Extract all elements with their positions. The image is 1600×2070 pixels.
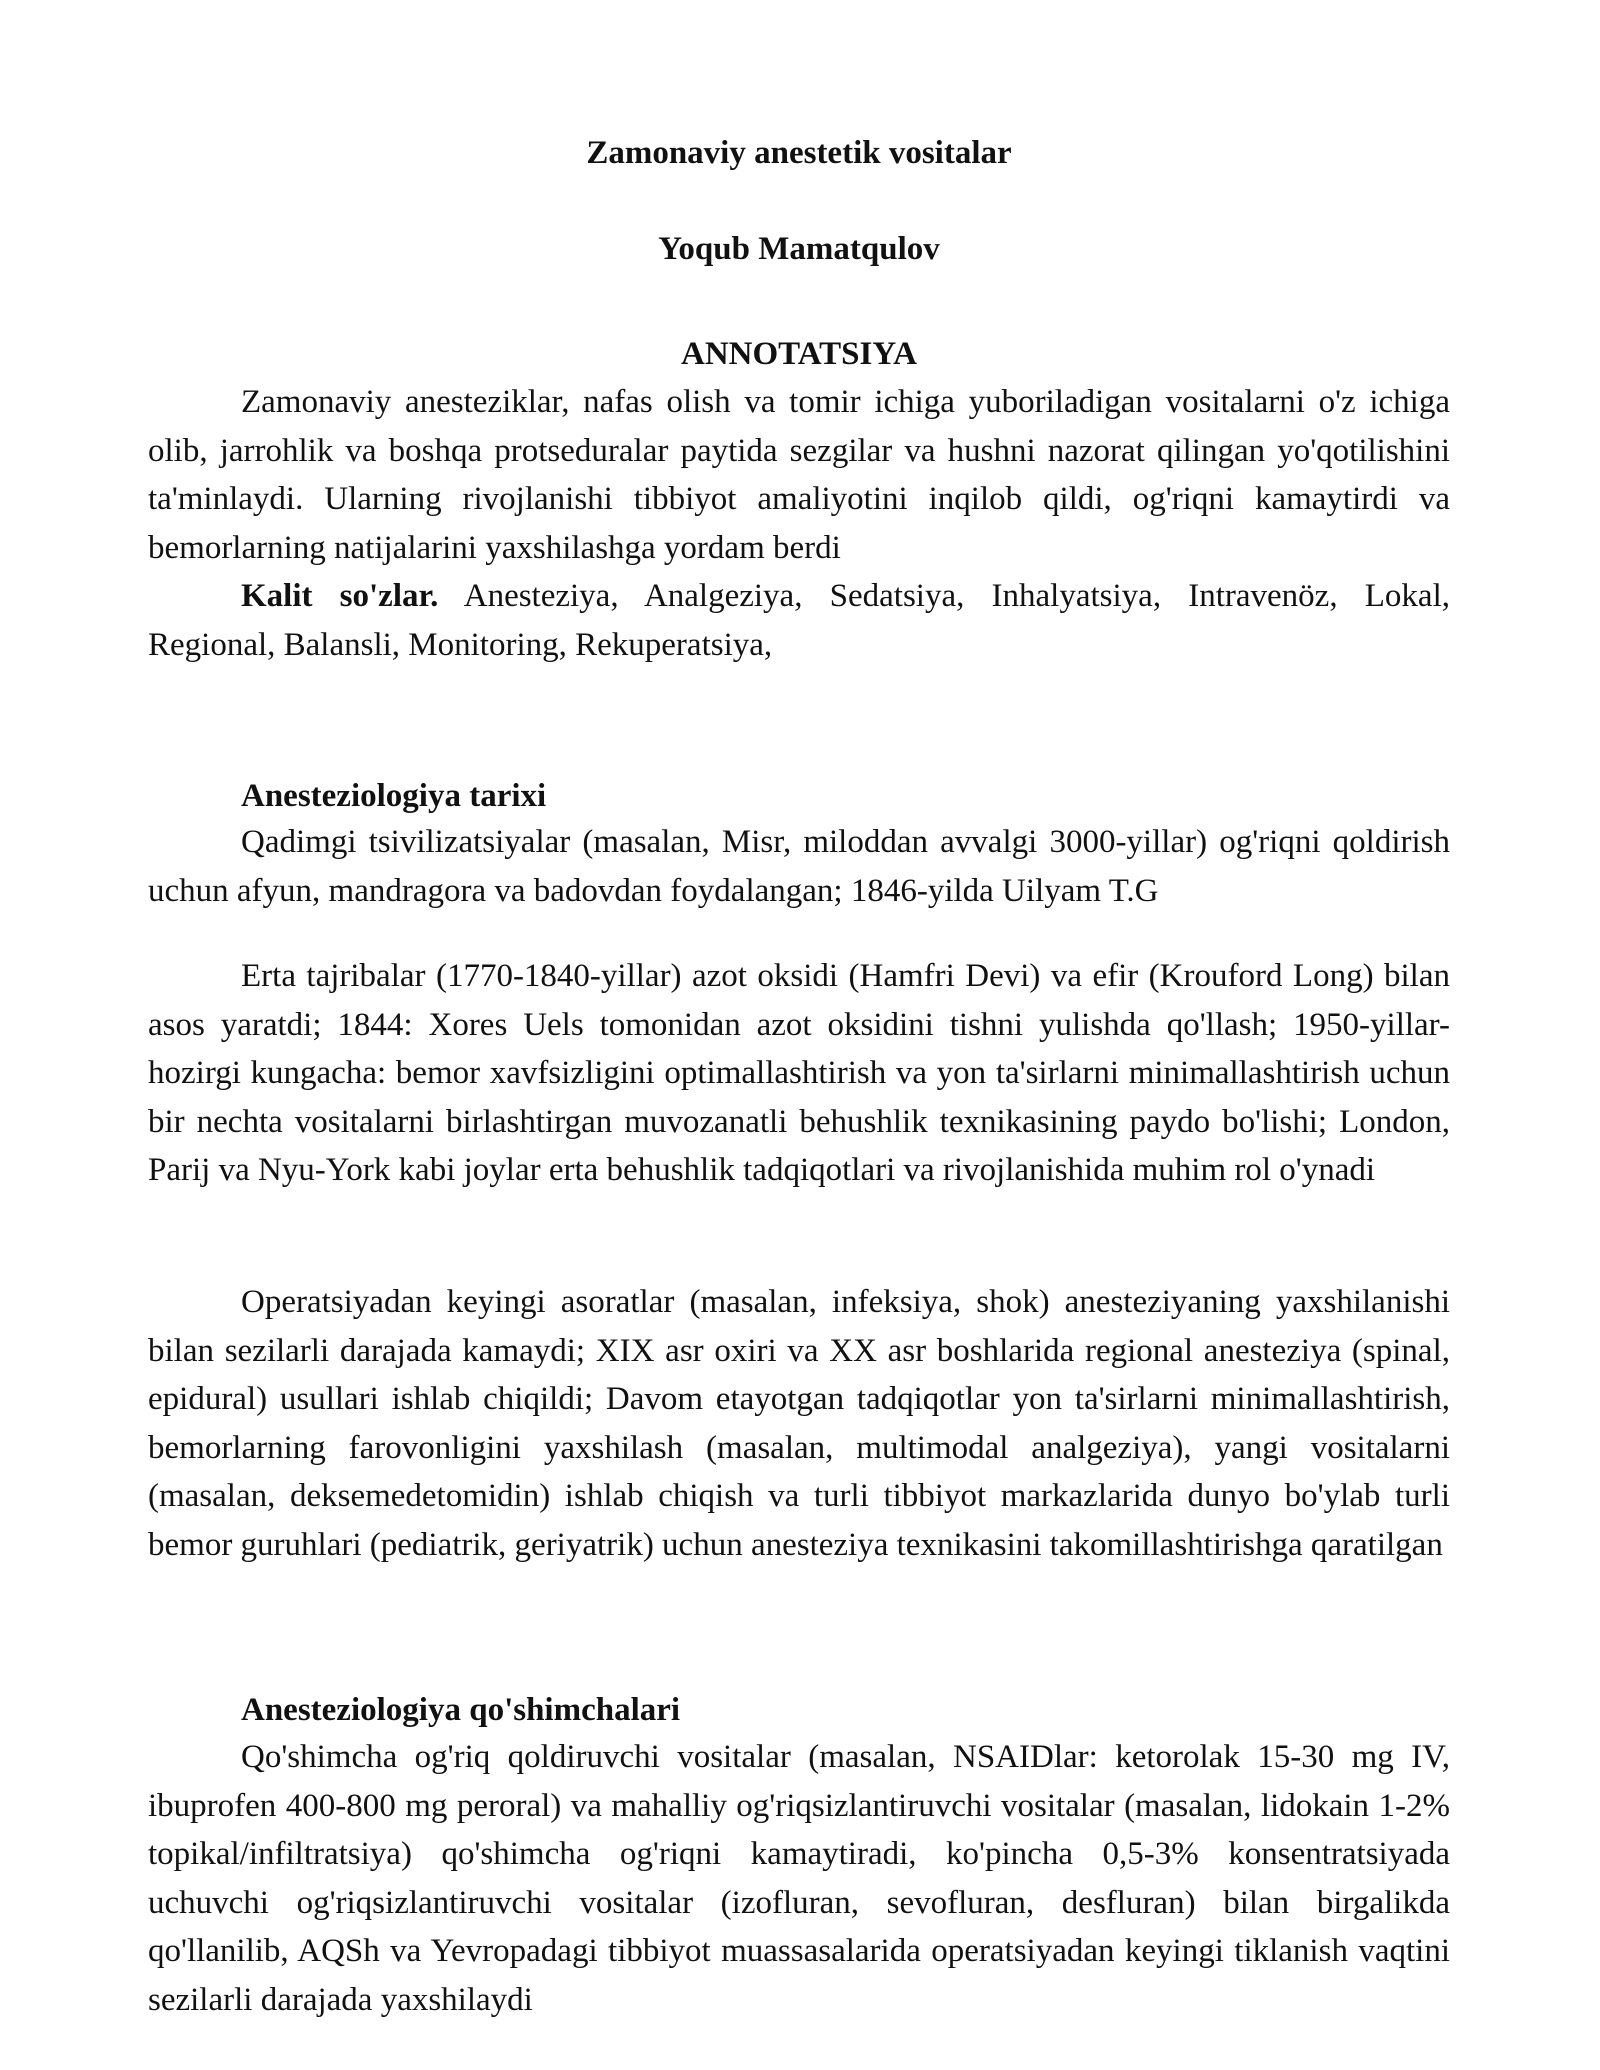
section-heading-adjuncts: Anesteziologiya qo'shimchalari: [241, 1692, 681, 1728]
keywords-label: Kalit so'zlar.: [241, 578, 439, 614]
annotation-heading: ANNOTATSIYA: [681, 336, 917, 372]
author-name: Yoqub Mamatqulov: [658, 231, 940, 267]
history-paragraph-3: Operatsiyadan keyingi asoratlar (masalan, infeksiya, shok) anesteziyaning yaxshilanishi bilan sezilarli darajada kamaydi; XIX asr oxiri va XX asr boshlarida regional anesteziya (spinal, epidural) usullari ishlab chiqildi; Davom etayotgan tadqiqotlar yon ta'sirlarni minimallashtirish, bemorlarning farovonligini yaxshilash (masalan, multimodal analgeziya), yangi vositalarni (masalan, deksemedetomidin) ishlab chiqish va turli tibbiyot markazlarida dunyo bo'ylab turli bemor guruhlari (pediatrik, geriyatrik) uchun anesteziya texnikasini takomillashtirishga qaratilgan: [148, 1284, 1450, 1563]
history-paragraph-1: Qadimgi tsivilizatsiyalar (masalan, Misr, miloddan avvalgi 3000-yillar) og'riqni qoldirish uchun afyun, mandragora va badovdan foydalangan; 1846-yilda Uilyam T.G: [148, 824, 1450, 909]
adjuncts-paragraph-1: Qo'shimcha og'riq qoldiruvchi vositalar (masalan, NSAIDlar: ketorolak 15-30 mg IV, ibuprofen 400-800 mg peroral) va mahalliy og'riqsizlantiruvchi vositalar (masalan, lidokain 1-2% topikal/infiltratsiya) qo'shimcha og'riqni kamaytiradi, ko'pincha 0,5-3% konsentratsiyada uchuvchi og'riqsizlantiruvchi vositalar (izofluran, sevofluran, desfluran) bilan birgalikda qo'llanilib, AQSh va Yevropadagi tibbiyot muassasalarida operatsiyadan keyingi tiklanish vaqtini sezilarli darajada yaxshilaydi: [148, 1739, 1450, 2018]
annotation-paragraph: Zamonaviy anesteziklar, nafas olish va tomir ichiga yuboriladigan vositalarni o'z ichiga olib, jarrohlik va boshqa protseduralar paytida sezgilar va hushni nazorat qilingan yo'qotilishini ta'minlaydi. Ularning rivojlanishi tibbiyot amaliyotini inqilob qildi, og'riqni kamaytirdi va bemorlarning natijalarini yaxshilashga yordam berdi: [148, 384, 1450, 566]
keywords-paragraph: [148, 572, 1450, 669]
history-paragraph-2: Erta tajribalar (1770-1840-yillar) azot oksidi (Hamfri Devi) va efir (Krouford Long) bilan asos yaratdi; 1844: Xores Uels tomonidan azot oksidini tishni yulishda qo'llash; 1950-yillar-hozirgi kungacha: bemor xavfsizligini optimallashtirish va yon ta'sirlarni minimallashtirish uchun bir nechta vositalarni birlashtirgan muvozanatli behushlik texnikasining paydo bo'lishi; London, Parij va Nyu-York kabi joylar erta behushlik tadqiqotlari va rivojlanishida muhim rol o'ynadi: [148, 958, 1450, 1188]
section-heading-history: Anesteziologiya tarixi: [241, 778, 547, 814]
keywords-list: Anesteziya, Analgeziya, Sedatsiya, Inhalyatsiya, Intravenöz, Lokal, Regional, Balansli, Monitoring, Rekuperatsiya,: [148, 578, 1450, 663]
document-title: Zamonaviy anestetik vositalar: [586, 135, 1012, 171]
